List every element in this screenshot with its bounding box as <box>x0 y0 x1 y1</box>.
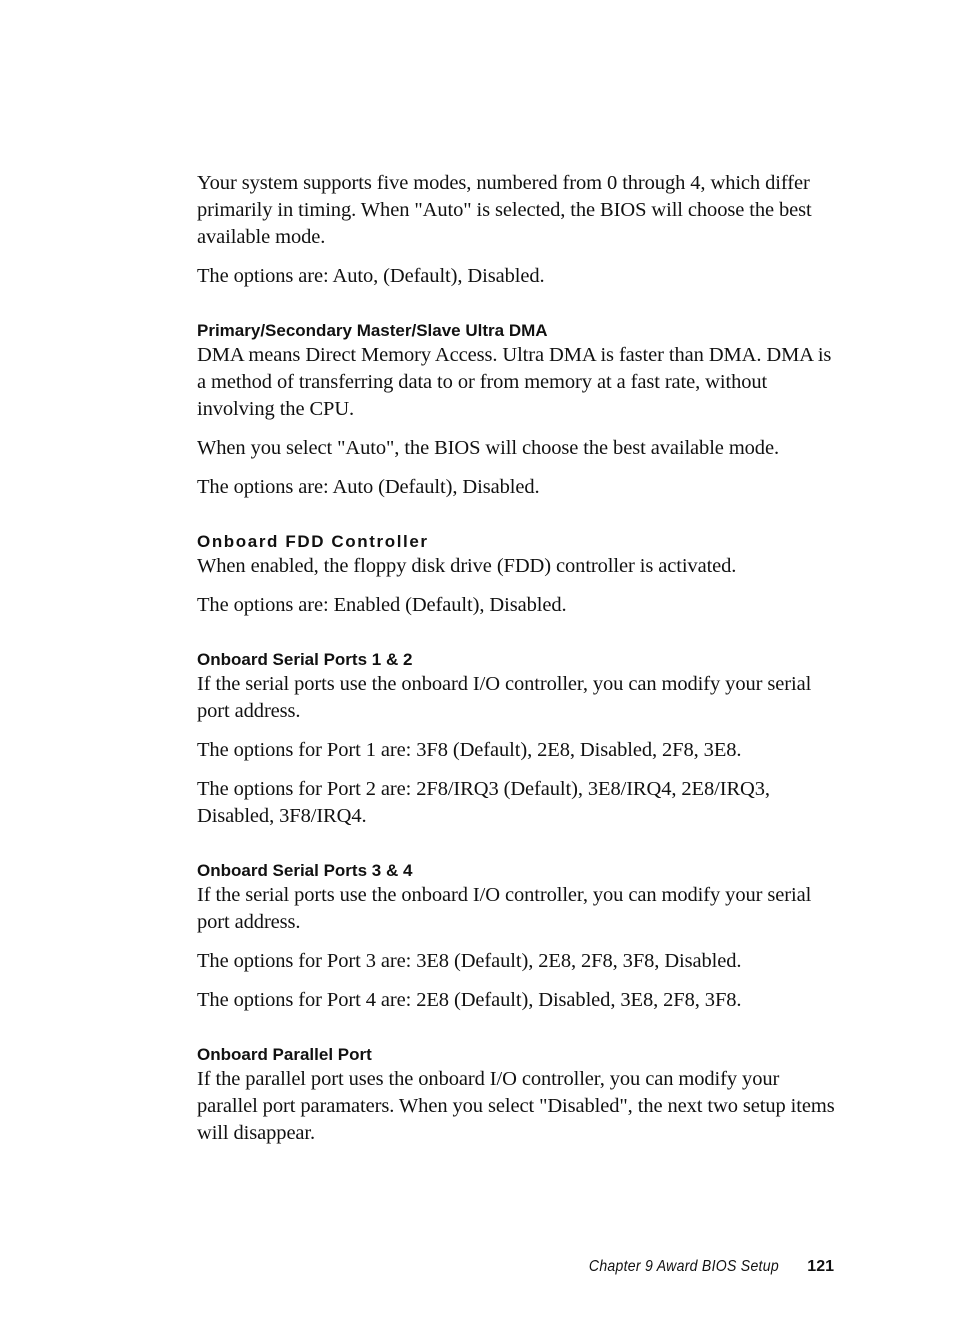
section-paragraph: If the serial ports use the onboard I/O controller, you can modify your serial port address. <box>197 884 812 933</box>
section-options: The options for Port 1 are: 3F8 (Default), 2E8, Disabled, 2F8, 3E8. <box>197 739 742 761</box>
section-heading: Onboard FDD Controller <box>197 532 429 551</box>
section-options: The options for Port 2 are: 2F8/IRQ3 (Default), 3E8/IRQ4, 2E8/IRQ3, Disabled, 3F8/IRQ4. <box>197 778 770 827</box>
section-options: The options for Port 3 are: 3E8 (Default), 2E8, 2F8, 3F8, Disabled. <box>197 950 742 972</box>
page-footer <box>563 1256 834 1278</box>
section-heading: Primary/Secondary Master/Slave Ultra DMA <box>197 321 548 340</box>
page-number: 121 <box>807 1258 834 1275</box>
section-options: The options are: Enabled (Default), Disabled. <box>197 594 567 616</box>
intro-paragraph: Your system supports five modes, numbered from 0 through 4, which differ primarily in timing. When "Auto" is selected, the BIOS will choose the best available mode. <box>197 172 812 248</box>
section-fdd-controller <box>197 531 837 619</box>
section-paragraph: If the serial ports use the onboard I/O controller, you can modify your serial port address. <box>197 673 812 722</box>
section-paragraph: When enabled, the floppy disk drive (FDD) controller is activated. <box>197 555 737 577</box>
section-parallel-port <box>197 1044 837 1147</box>
section-heading: Onboard Serial Ports 1 & 2 <box>197 650 413 669</box>
intro-options: The options are: Auto, (Default), Disabled. <box>197 265 545 287</box>
section-options: The options for Port 4 are: 2E8 (Default), Disabled, 3E8, 2F8, 3F8. <box>197 989 742 1011</box>
section-heading: Onboard Serial Ports 3 & 4 <box>197 861 413 880</box>
section-serial-ports-1-2 <box>197 649 837 830</box>
section-paragraph: If the parallel port uses the onboard I/O controller, you can modify your parallel port paramaters. When you select "Disabled", the next two setup items will disappear. <box>197 1068 835 1144</box>
section-options: The options are: Auto (Default), Disabled. <box>197 476 540 498</box>
section-heading: Onboard Parallel Port <box>197 1045 372 1064</box>
section-paragraph: DMA means Direct Memory Access. Ultra DMA is faster than DMA. DMA is a method of transferring data to or from memory at a fast rate, without involving the CPU. <box>197 344 832 420</box>
footer-chapter-title: Chapter 9 Award BIOS Setup <box>589 1258 780 1275</box>
page-body <box>197 170 837 1159</box>
section-ultra-dma <box>197 320 837 501</box>
section-serial-ports-3-4 <box>197 860 837 1014</box>
section-paragraph: When you select "Auto", the BIOS will choose the best available mode. <box>197 437 779 459</box>
